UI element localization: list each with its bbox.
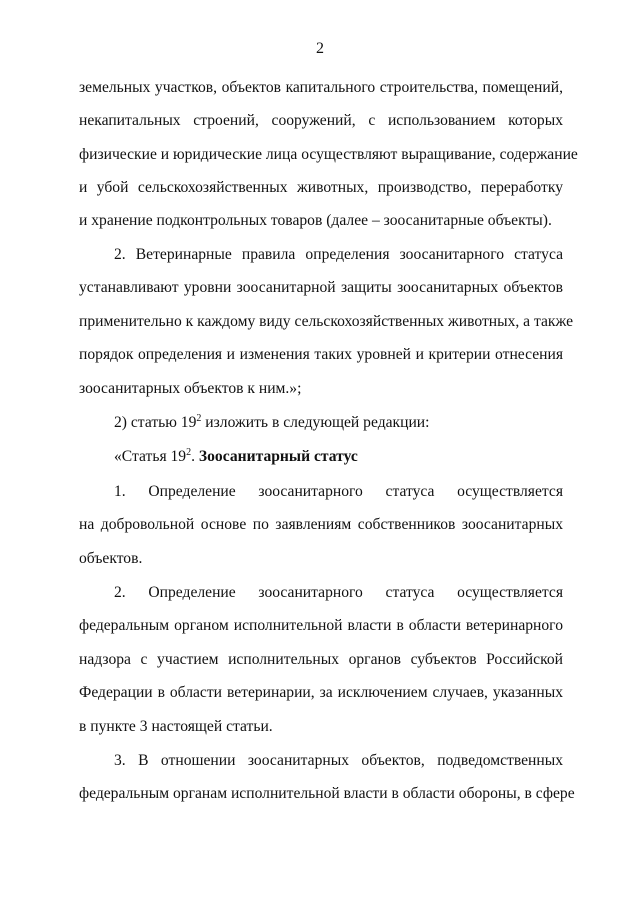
text-line: зоосанитарных объектов к ним.»; xyxy=(79,380,302,397)
text-line: надзора с участием исполнительных органов субъектов Российской xyxy=(79,651,563,668)
text-line: земельных участков, объектов капитального строительства, помещений, xyxy=(79,79,563,96)
text-line: физические и юридические лица осуществляют выращивание, содержание xyxy=(79,146,578,163)
text-line: на добровольной основе по заявлениям собственников зоосанитарных xyxy=(79,516,563,533)
text-line: и хранение подконтрольных товаров (далее – зоосанитарные объекты). xyxy=(79,212,552,229)
text-line: некапитальных строений, сооружений, с использованием которых xyxy=(79,112,563,129)
text-line: применительно к каждому виду сельскохозяйственных животных, а также xyxy=(79,313,573,330)
article-title: Зоосанитарный статус xyxy=(198,448,358,465)
text-line: 1. Определение зоосанитарного статуса осуществляется xyxy=(114,483,563,500)
text-line: Федерации в области ветеринарии, за исключением случаев, указанных xyxy=(79,684,563,701)
text-line: 2. Ветеринарные правила определения зоосанитарного статуса xyxy=(114,246,563,263)
text-segment: 2) статью 19 xyxy=(114,414,197,431)
text-line: 3. В отношении зоосанитарных объектов, подведомственных xyxy=(114,752,563,769)
text-segment: «Статья 19 xyxy=(114,448,187,465)
text-segment: изложить в следующей редакции: xyxy=(201,414,430,431)
text-line: 2. Определение зоосанитарного статуса осуществляется xyxy=(114,584,563,601)
text-line: устанавливают уровни зоосанитарной защиты зоосанитарных объектов xyxy=(79,279,563,296)
superscript: 2 xyxy=(186,446,192,458)
text-segment: . xyxy=(191,448,199,465)
text-line: и убой сельскохозяйственных животных, производство, переработку xyxy=(79,179,563,196)
text-line: порядок определения и изменения таких уровней и критерии отнесения xyxy=(79,346,563,363)
page-number: 2 xyxy=(316,40,324,57)
text-line xyxy=(79,413,563,433)
article-heading xyxy=(79,447,563,467)
text-line: объектов. xyxy=(79,550,143,567)
text-line: в пункте 3 настоящей статьи. xyxy=(79,718,273,735)
text-line: федеральным органом исполнительной власти в области ветеринарного xyxy=(79,617,563,634)
superscript: 2 xyxy=(196,412,202,424)
text-line: федеральным органам исполнительной власти в области обороны, в сфере xyxy=(79,785,575,802)
